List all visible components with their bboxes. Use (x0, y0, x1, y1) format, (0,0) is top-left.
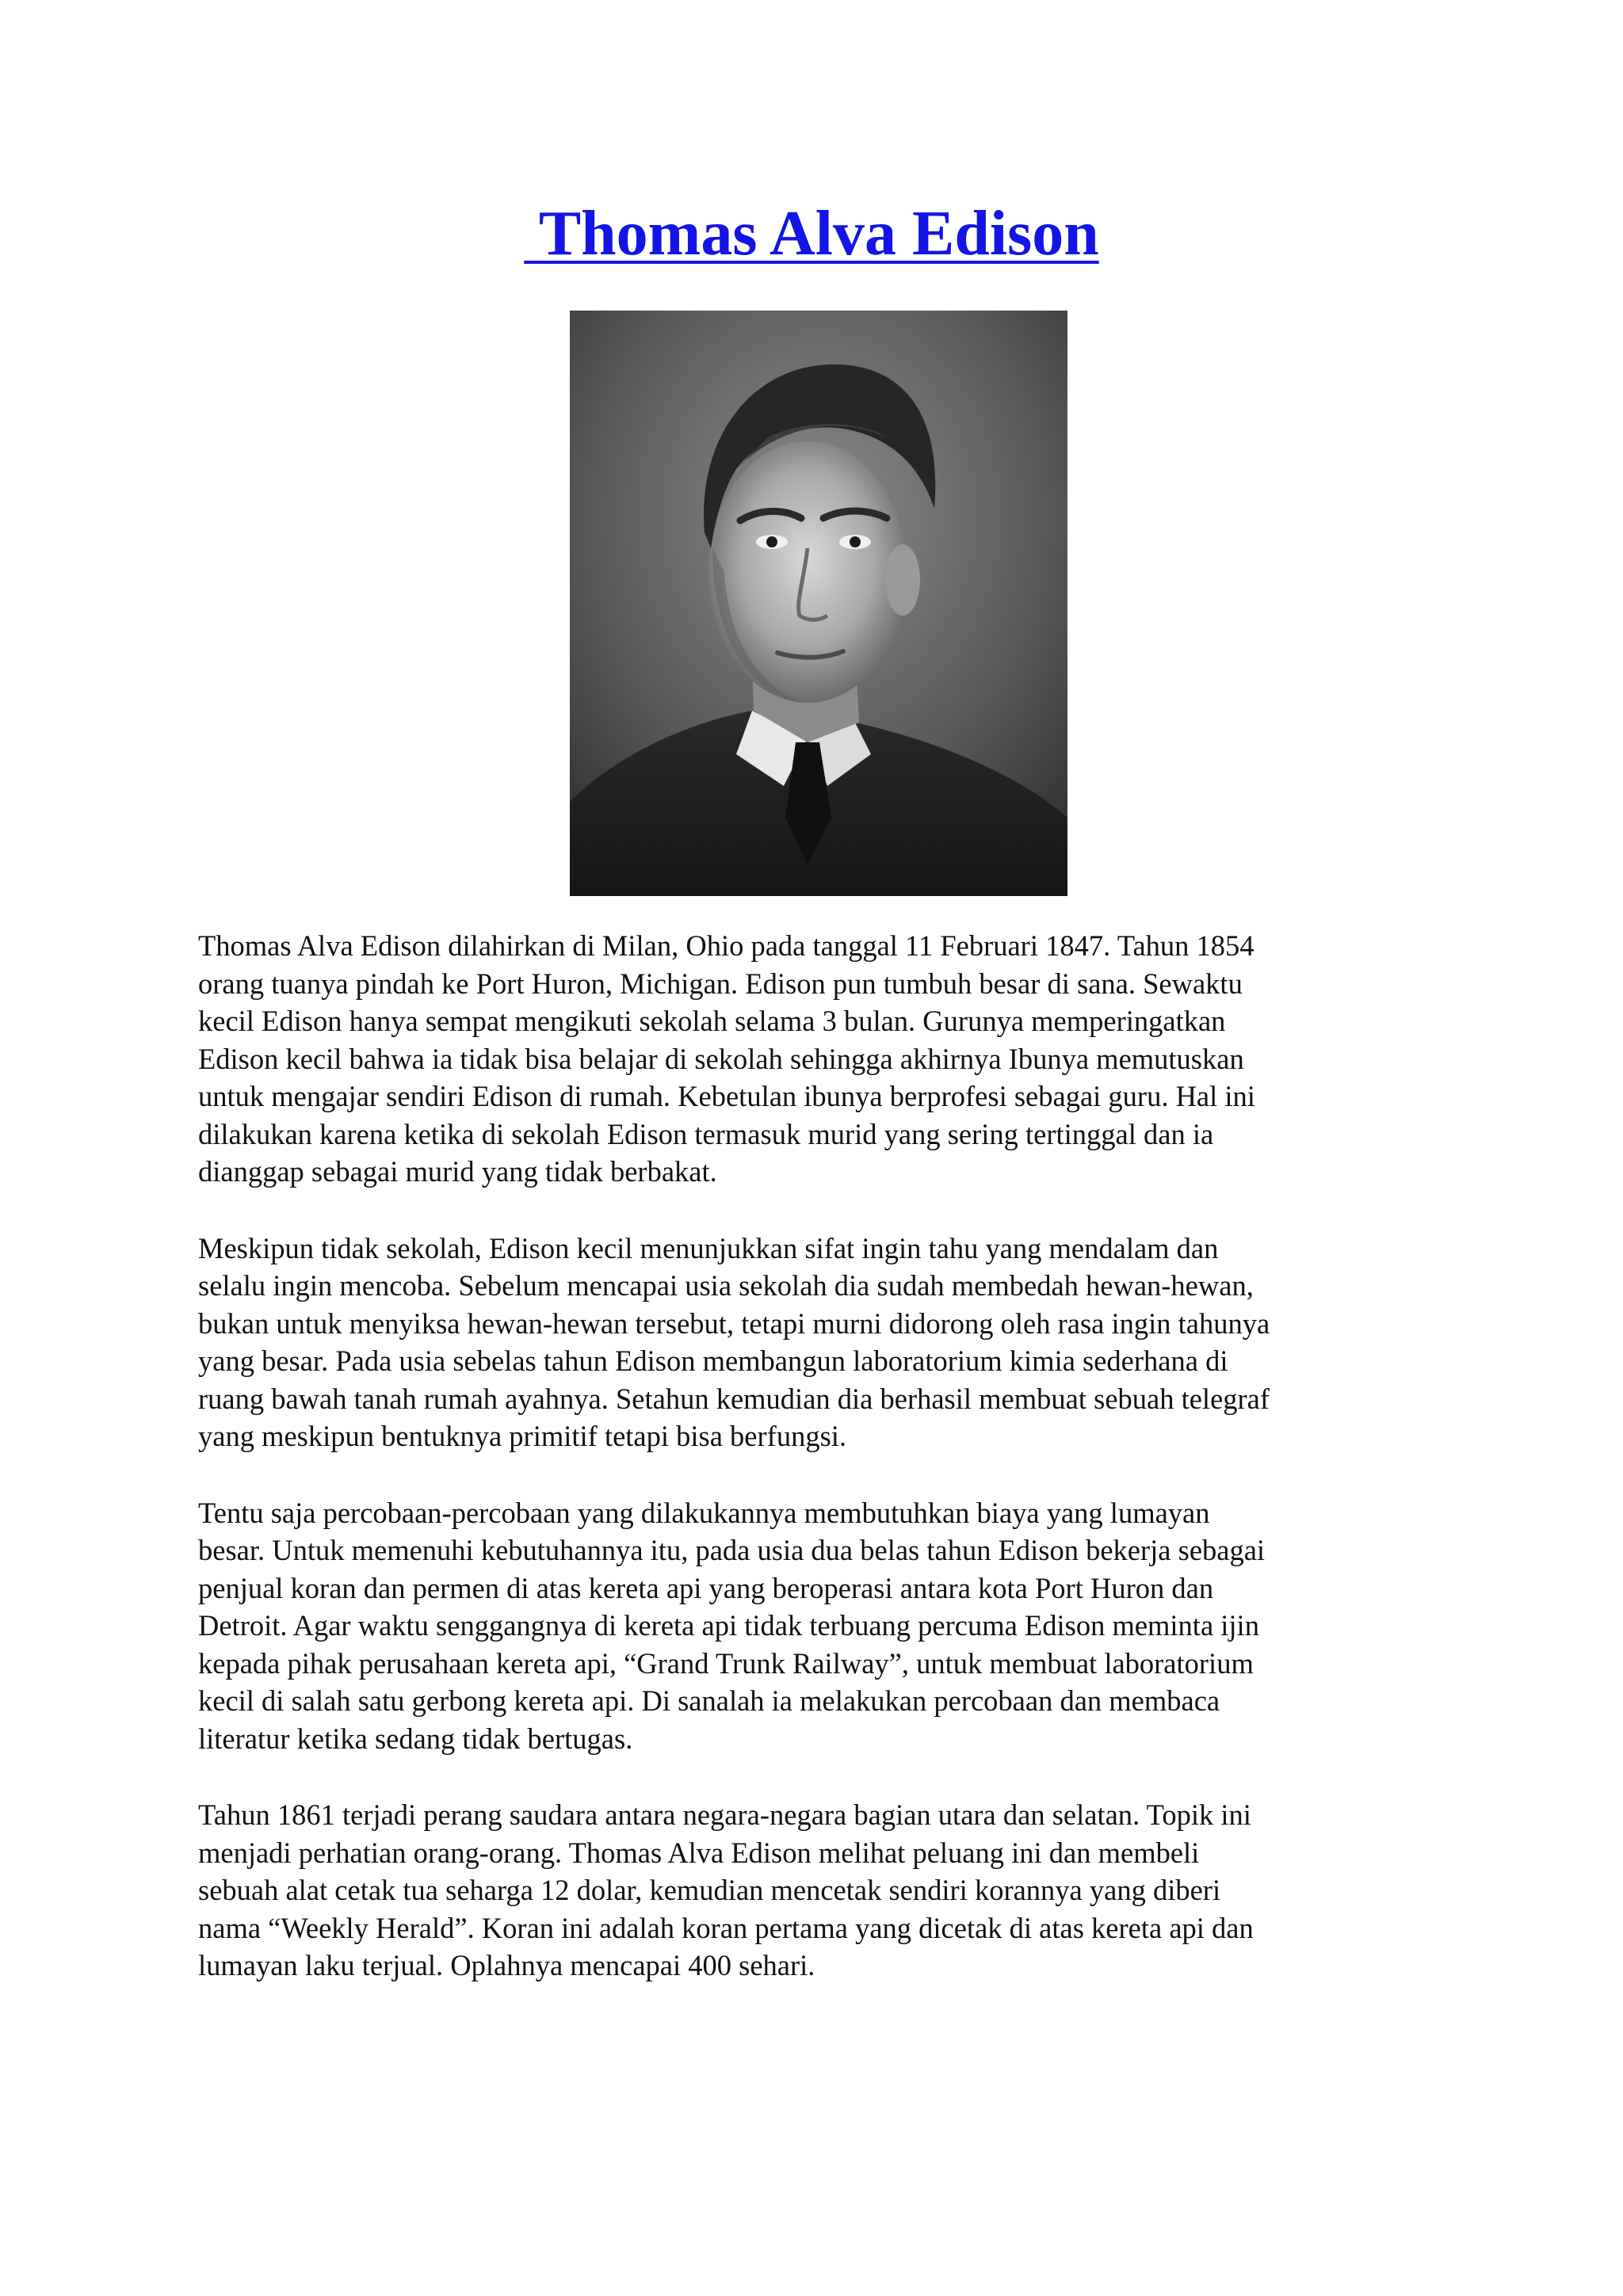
text-line: yang besar. Pada usia sebelas tahun Edison membangun laboratorium kimia sederhana di (198, 1344, 1228, 1377)
paragraph-1 (198, 927, 1434, 1191)
text-line: menjadi perhatian orang-orang. Thomas Alva Edison melihat peluang ini dan membeli (198, 1836, 1200, 1869)
text-line: untuk mengajar sendiri Edison di rumah. Kebetulan ibunya berprofesi sebagai guru. Hal ini (198, 1080, 1255, 1112)
text-line: literatur ketika sedang tidak bertugas. (198, 1722, 633, 1755)
text-line: Edison kecil bahwa ia tidak bisa belajar di sekolah sehingga akhirnya Ibunya memutuskan (198, 1042, 1244, 1075)
text-line: Tahun 1861 terjadi perang saudara antara negara-negara bagian utara dan selatan. Topik ini (198, 1798, 1251, 1831)
text-line: penjual koran dan permen di atas kereta api yang beroperasi antara kota Port Huron dan (198, 1571, 1214, 1604)
text-line: Detroit. Agar waktu senggangnya di kereta api tidak terbuang percuma Edison meminta ijin (198, 1609, 1259, 1642)
text-line: nama “Weekly Herald”. Koran ini adalah koran pertama yang dicetak di atas kereta api dan (198, 1911, 1254, 1944)
article-body (198, 927, 1434, 2023)
text-line: lumayan laku terjual. Oplahnya mencapai 400 sehari. (198, 1949, 815, 1981)
text-line: kecil Edison hanya sempat mengikuti sekolah selama 3 bulan. Gurunya memperingatkan (198, 1005, 1226, 1037)
paragraph-4 (198, 1796, 1434, 1985)
text-line: ruang bawah tanah rumah ayahnya. Setahun kemudian dia berhasil membuat sebuah telegraf (198, 1382, 1270, 1415)
text-line: dilakukan karena ketika di sekolah Edison termasuk murid yang sering tertinggal dan ia (198, 1117, 1214, 1150)
text-line: Meskipun tidak sekolah, Edison kecil menunjukkan sifat ingin tahu yang mendalam dan (198, 1231, 1219, 1264)
text-line: besar. Untuk memenuhi kebutuhannya itu, pada usia dua belas tahun Edison bekerja sebagai (198, 1534, 1266, 1566)
portrait-photo (570, 311, 1067, 896)
paragraph-3 (198, 1494, 1434, 1758)
text-line: orang tuanya pindah ke Port Huron, Michigan. Edison pun tumbuh besar di sana. Sewaktu (198, 967, 1243, 1000)
document-title (0, 194, 1623, 273)
portrait-illustration (570, 311, 1067, 896)
text-line: kecil di salah satu gerbong kereta api. Di sanalah ia melakukan percobaan dan membaca (198, 1684, 1220, 1717)
text-line: dianggap sebagai murid yang tidak berbakat. (198, 1155, 717, 1188)
text-line: kepada pihak perusahaan kereta api, “Grand Trunk Railway”, untuk membuat laboratorium (198, 1646, 1254, 1680)
text-line: selalu ingin mencoba. Sebelum mencapai usia sekolah dia sudah membedah hewan-hewan, (198, 1269, 1254, 1302)
title-link[interactable]: Thomas Alva Edison (524, 199, 1099, 269)
text-line: Tentu saja percobaan-percobaan yang dilakukannya membutuhkan biaya yang lumayan (198, 1496, 1210, 1529)
text-line: Thomas Alva Edison dilahirkan di Milan, Ohio pada tanggal 11 Februari 1847. Tahun 1854 (198, 929, 1254, 962)
text-line: sebuah alat cetak tua seharga 12 dolar, kemudian mencetak sendiri korannya yang diberi (198, 1874, 1221, 1906)
text-line: bukan untuk menyiksa hewan-hewan tersebut, tetapi murni didorong oleh rasa ingin tahunya (198, 1306, 1270, 1340)
paragraph-2 (198, 1230, 1434, 1455)
text-line: yang meskipun bentuknya primitif tetapi bisa berfungsi. (198, 1420, 847, 1452)
